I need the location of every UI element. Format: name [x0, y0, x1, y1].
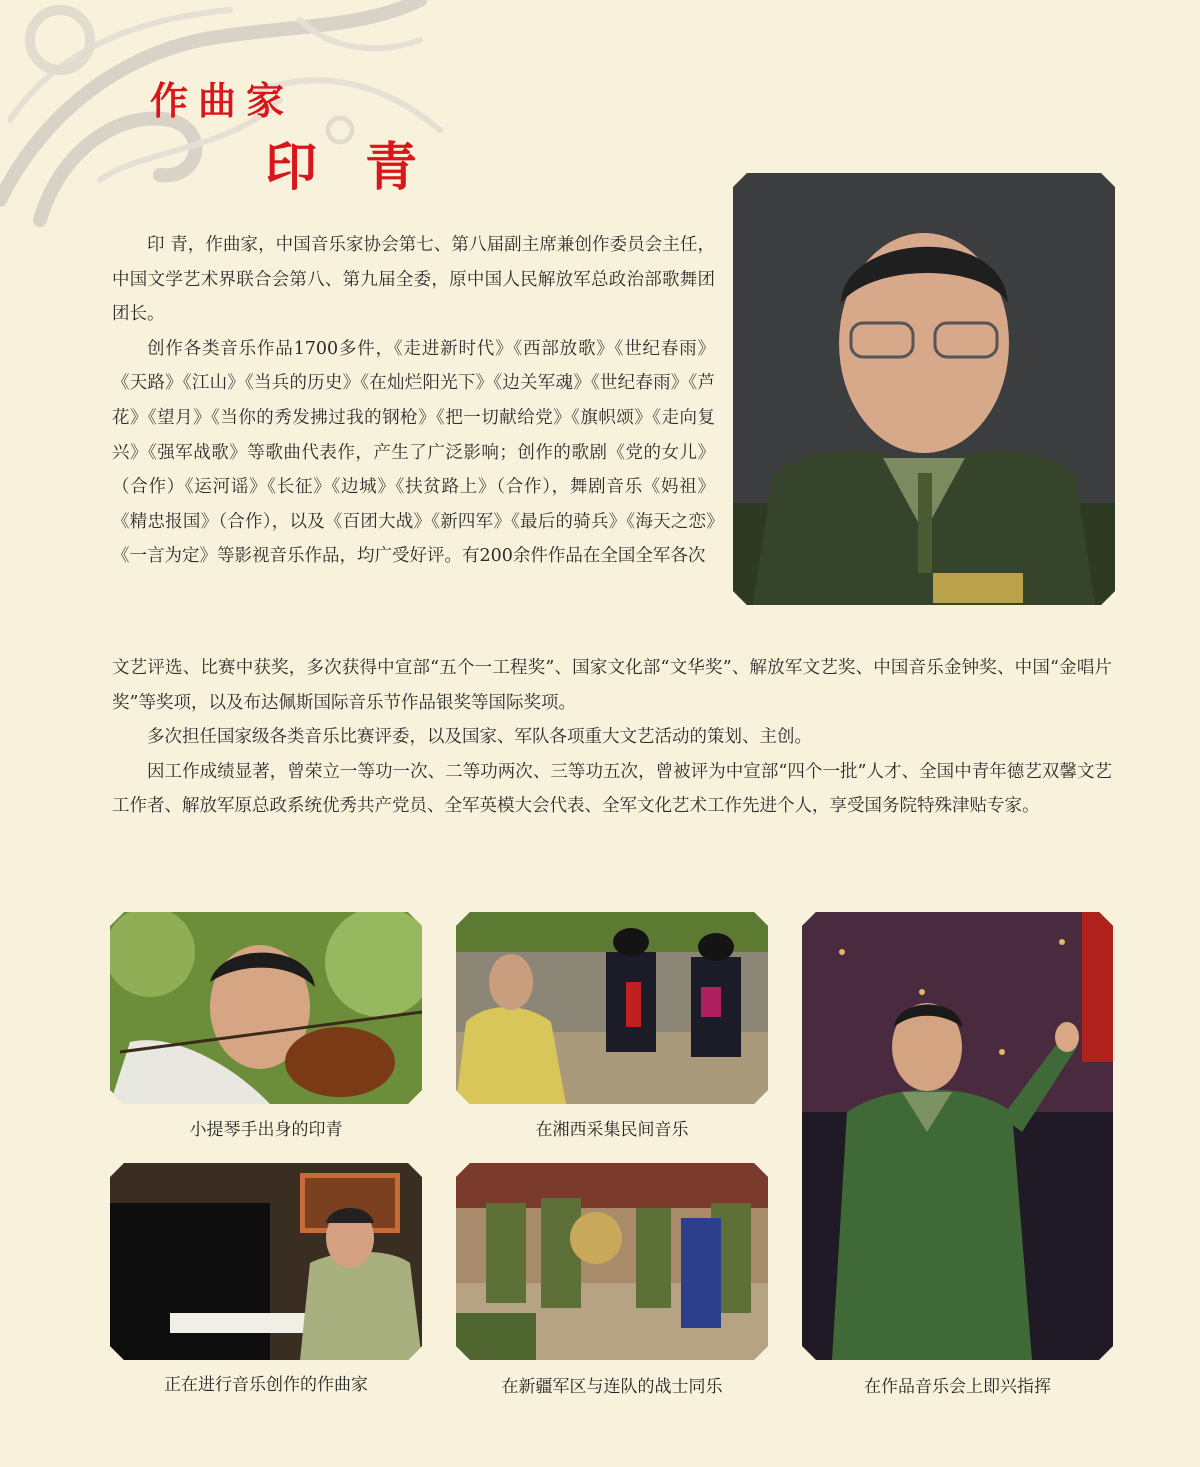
bio-paragraph-2: 创作各类音乐作品1700多件，《走进新时代》《西部放歌》《世纪春雨》《天路》《江山》《当兵的历史》《在灿烂阳光下》《边关军魂》《世纪春雨》《芦花》《望月》《当你的秀发拂过我的钢枪》《把一切献给党》《旗帜颂》《走向复兴》《强军战歌》等歌曲代表作，产生了广泛影响；创作的歌剧《党的女儿》（合作）《运河谣》《长征》《边城》《扶贫路上》（合作），舞剧音乐《妈祖》《精忠报国》（合作），以及《百团大战》《新四军》《最后的骑兵》《海天之恋》《一言为定》等影视音乐作品，均广受好评。有200余件作品在全国全军各次	[112, 338, 715, 567]
bio-paragraph-3: 多次担任国家级各类音乐比赛评委，以及国家、军队各项重大文艺活动的策划、主创。	[147, 727, 812, 748]
soldiers-celebration-photo	[456, 1163, 768, 1360]
bio-text-top	[112, 228, 715, 574]
caption-piano: 正在进行音乐创作的作曲家	[164, 1375, 368, 1395]
portrait-photo	[733, 173, 1115, 605]
conductor-photo	[802, 912, 1113, 1360]
page-title-name: 印青	[265, 137, 466, 198]
caption-violin: 小提琴手出身的印青	[189, 1120, 343, 1140]
piano-composing-photo	[110, 1163, 422, 1360]
violin-photo	[110, 912, 422, 1104]
caption-conductor: 在作品音乐会上即兴指挥	[864, 1377, 1051, 1397]
caption-soldiers: 在新疆军区与连队的战士同乐	[501, 1377, 723, 1397]
bio-paragraph-4: 因工作成绩显著，曾荣立一等功一次、二等功两次、三等功五次，曾被评为中宣部“四个一批”人才、全国中青年德艺双馨文艺工作者、解放军原总政系统优秀共产党员、全军英模大会代表、全军文化艺术工作先进个人，享受国务院特殊津贴专家。	[112, 761, 1112, 817]
bio-paragraph-2-continued: 文艺评选、比赛中获奖，多次获得中宣部“五个一工程奖”、国家文化部“文华奖”、解放军文艺奖、中国音乐金钟奖、中国“金唱片奖”等奖项，以及布达佩斯国际音乐节作品银奖等国际奖项。	[112, 658, 1112, 713]
bio-text-bottom	[112, 651, 1112, 824]
caption-village: 在湘西采集民间音乐	[535, 1120, 689, 1140]
bio-paragraph-1: 印 青，作曲家，中国音乐家协会第七、第八届副主席兼创作委员会主任，中国文学艺术界联合会第八、第九届全委，原中国人民解放军总政治部歌舞团团长。	[112, 235, 715, 325]
village-music-photo	[456, 912, 768, 1104]
page-title-profession: 作曲家	[150, 78, 295, 123]
